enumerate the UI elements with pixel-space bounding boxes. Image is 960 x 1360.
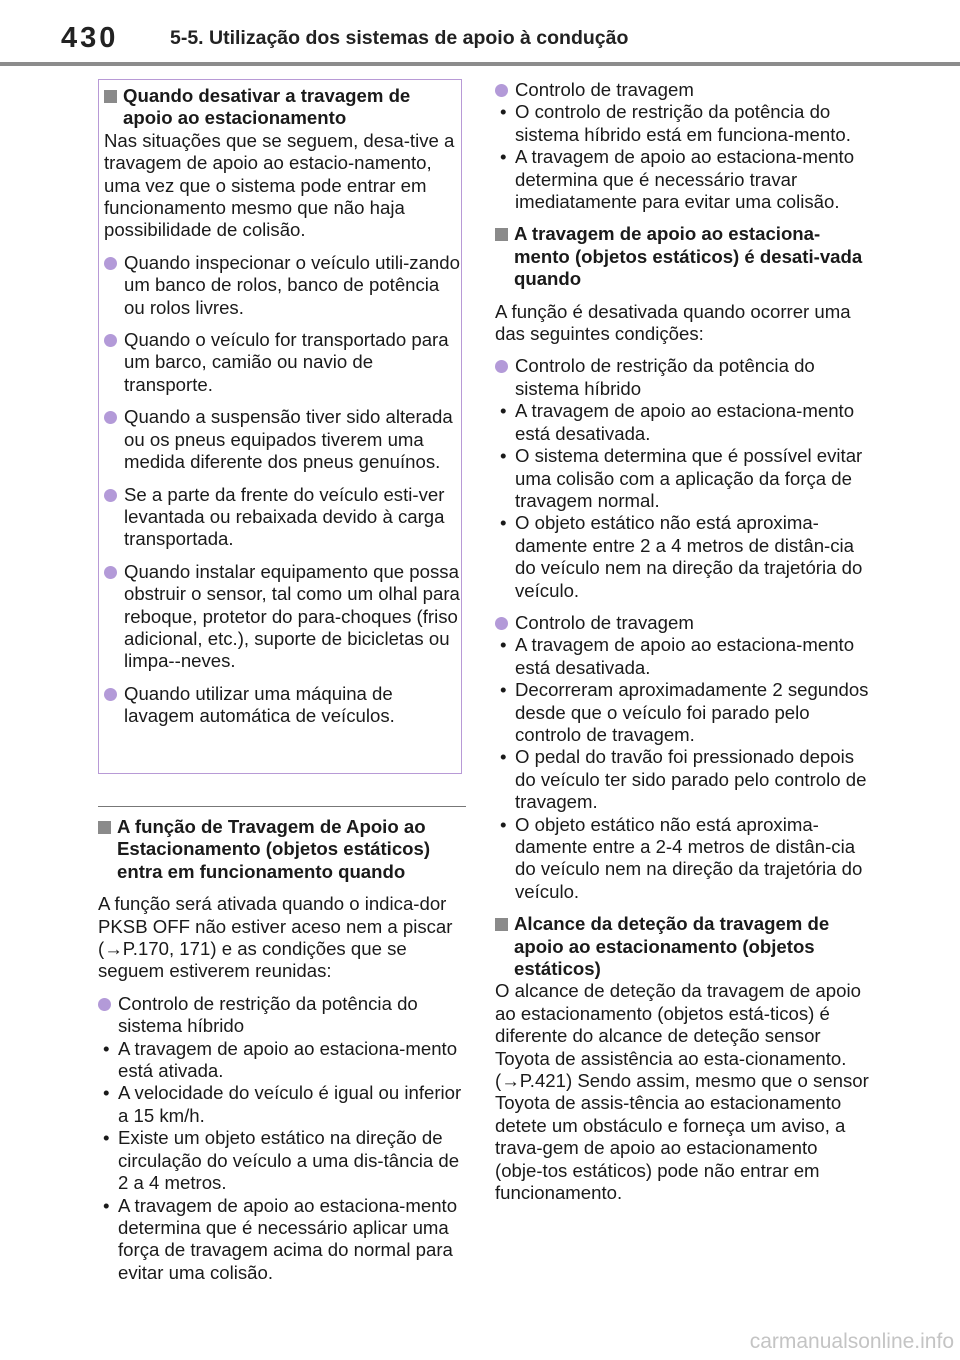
circle-bullet-icon bbox=[104, 489, 117, 502]
list-item: Quando inspecionar o veículo utili-zando um banco de rolos, banco de potência ou rolos livres. bbox=[104, 252, 461, 319]
square-bullet-icon bbox=[104, 90, 117, 103]
list-item: Quando a suspensão tiver sido alterada ou os pneus equipados tiverem uma medida diferente dos pneus genuínos. bbox=[104, 406, 461, 473]
sub-item: • O objeto estático não está aproxima-damente entre a 2-4 metros de distân-cia do veículo nem na direção da trajetória do veículo. bbox=[500, 813, 863, 902]
sub-item: • O controlo de restrição da potência do sistema híbrido está em funciona-mento. bbox=[500, 101, 851, 145]
deactivation-intro: A função é desativada quando ocorrer uma das seguintes condições: bbox=[495, 300, 851, 345]
page-header bbox=[0, 0, 960, 70]
section-divider bbox=[98, 806, 466, 807]
circle-bullet-icon bbox=[104, 688, 117, 701]
activation-section bbox=[98, 816, 466, 1284]
sub-item: • A travagem de apoio ao estaciona-mento determina que é necessário aplicar uma força de travagem acima do normal para evitar uma colisão. bbox=[103, 1194, 458, 1283]
note-heading: Quando desativar a travagem de apoio ao estacionamento bbox=[104, 85, 461, 130]
sub-item: • A velocidade do veículo é igual ou inferior a 15 km/h. bbox=[103, 1082, 462, 1126]
square-bullet-icon bbox=[495, 228, 508, 241]
list-item: Quando instalar equipamento que possa obstruir o sensor, tal como um olhal para reboque, protetor do para-choques (friso adicional, etc.), suporte de bicicletas ou limpa--neves. bbox=[104, 561, 461, 673]
activation-heading: A função de Travagem de Apoio ao Estacionamento (objetos estáticos) entra em funcionamento quando bbox=[98, 816, 466, 883]
circle-bullet-icon bbox=[495, 84, 508, 97]
sub-item: • O objeto estático não está aproxima-damente entre 2 a 4 metros de distân-cia do veículo nem na direção da trajetória do veículo. bbox=[500, 512, 863, 601]
square-bullet-icon bbox=[98, 821, 111, 834]
list-item: Controlo de travagem bbox=[495, 612, 870, 634]
sub-item: • O sistema determina que é possível evitar uma colisão com a aplicação da força de travagem normal. bbox=[500, 445, 863, 511]
sub-item: • A travagem de apoio ao estaciona-mento está ativada. bbox=[103, 1037, 458, 1082]
range-heading: Alcance da deteção da travagem de apoio ao estacionamento (objetos estáticos) bbox=[495, 913, 870, 980]
deactivation-heading: A travagem de apoio ao estaciona-mento (objetos estáticos) é desati-vada quando bbox=[495, 223, 870, 290]
list-item: Controlo de restrição da potência do sistema híbrido bbox=[495, 355, 870, 400]
sub-item: • A travagem de apoio ao estaciona-mento está desativada. bbox=[500, 634, 855, 678]
sub-item: • A travagem de apoio ao estaciona-mento determina que é necessário travar imediatamente para evitar uma colisão. bbox=[500, 146, 855, 213]
list-item: Controlo de restrição da potência do sistema híbrido bbox=[98, 993, 466, 1038]
circle-bullet-icon bbox=[98, 998, 111, 1011]
circle-bullet-icon bbox=[104, 411, 117, 424]
list-item: Quando utilizar uma máquina de lavagem automática de veículos. bbox=[104, 683, 461, 728]
list-item: Se a parte da frente do veículo esti-ver levantada ou rebaixada devido à carga transportada. bbox=[104, 484, 461, 551]
range-text: O alcance de deteção da travagem de apoio ao estacionamento (objetos está-ticos) é diferente do alcance de deteção sensor Toyota de assistência ao esta-cionamento. (→P.421) Sendo assim, mesmo que o sensor Toyota de assis-tência ao estacionamento detete um obstáculo e forneça um aviso, a trava-gem de apoio ao estacionamento (obje-tos estáticos) pode não entrar em funcionamento. bbox=[495, 980, 869, 1204]
sub-item: • A travagem de apoio ao estaciona-mento está desativada. bbox=[500, 400, 855, 444]
circle-bullet-icon bbox=[104, 334, 117, 347]
square-bullet-icon bbox=[495, 918, 508, 931]
section-title: 5-5. Utilização dos sistemas de apoio à condução bbox=[170, 27, 629, 49]
header-rule bbox=[0, 62, 960, 66]
sub-item: • Decorreram aproximadamente 2 segundos desde que o veículo foi parado pelo controlo de travagem. bbox=[500, 679, 869, 745]
sub-item: • Existe um objeto estático na direção de circulação do veículo a uma dis-tância de 2 a 4 metros. bbox=[103, 1127, 460, 1194]
activation-intro: A função será ativada quando o indica-dor PKSB OFF não estiver aceso nem a piscar (→P.170, 171) e as condições que se seguem estiverem reunidas: bbox=[98, 893, 453, 982]
circle-bullet-icon bbox=[104, 566, 117, 579]
page-number: 430 bbox=[61, 22, 119, 54]
watermark: carmanualsonline.info bbox=[749, 1330, 954, 1353]
circle-bullet-icon bbox=[495, 617, 508, 630]
circle-bullet-icon bbox=[495, 360, 508, 373]
note-box bbox=[98, 79, 462, 774]
right-column bbox=[495, 79, 870, 1205]
circle-bullet-icon bbox=[104, 257, 117, 270]
note-intro: Nas situações que se seguem, desa-tive a travagem de apoio ao estacio-namento, uma vez que o sistema pode entrar em funcionamento mesmo que não haja possibilidade de colisão. bbox=[104, 129, 455, 241]
list-item: Controlo de travagem bbox=[495, 79, 870, 101]
sub-item: • O pedal do travão foi pressionado depois do veículo ter sido parado pelo controlo de travagem. bbox=[500, 746, 867, 813]
list-item: Quando o veículo for transportado para um barco, camião ou navio de transporte. bbox=[104, 329, 461, 396]
